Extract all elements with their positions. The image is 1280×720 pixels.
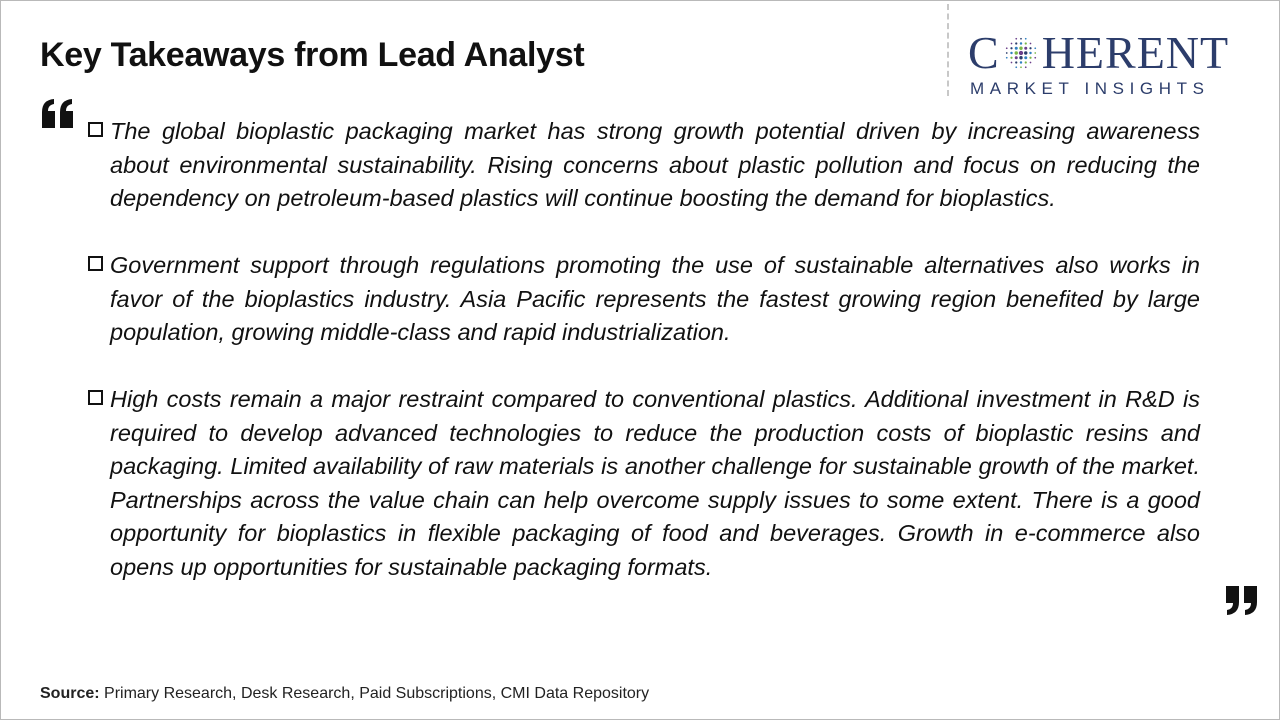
checkbox-square-icon [88,122,103,137]
takeaway-text: The global bioplastic packaging market has strong growth potential driven by increasing awareness about environmental sustainability. Rising concerns about plastic pollution and focus on reducing the dependency on petroleum-based plastics will continue boosting the demand for bioplastics. [110,118,1200,211]
globe-dot [1006,57,1008,59]
globe-dot [1029,52,1031,54]
logo-tagline: MARKET INSIGHTS [970,79,1210,98]
globe-dot [1029,47,1031,49]
globe-dot [1010,52,1012,54]
checkbox-square-icon [88,390,103,405]
checkbox-square-icon [88,256,103,271]
globe-dot [1034,57,1036,59]
globe-dot [1010,47,1012,49]
logo-letters-herent: HERENT [1041,27,1230,78]
globe-dot [1025,38,1027,40]
globe-dot [1034,47,1036,49]
globe-dot [1024,42,1026,44]
globe-dot [1024,51,1027,54]
close-quote-icon [1223,580,1259,620]
globe-dot [1010,43,1012,45]
globe-dot [1019,42,1021,44]
takeaway-item [86,115,1200,216]
takeaway-text: Government support through regulations promoting the use of sustainable alternatives also works in favor of the bioplastics industry. Asia Pacific represents the fastest growing region benefited by large population, growing middle-class and rapid industrialization. [110,252,1200,345]
takeaway-text: High costs remain a major restraint compared to conventional plastics. Additional investment in R&D is required to develop advanced technologies to reduce the production costs of bioplastic resins and packaging. Limited availability of raw materials is another challenge for sustainable growth of the market. Partnerships across the value chain can help overcome supply issues to some extent. There is a good opportunity for bioplastics in flexible packaging of food and beverages. Growth in e-commerce also opens up opportunities for sustainable packaging formats. [110,386,1200,580]
globe-dot [1010,57,1012,59]
globe-dot [1014,47,1017,50]
takeaway-item [86,383,1200,584]
globe-dot [1015,66,1017,68]
globe-dot [1019,47,1022,50]
globe-dot [1015,61,1017,63]
globe-dot [1034,52,1036,54]
takeaway-item [86,249,1200,350]
globe-dot [1014,51,1017,54]
globe-dot [1029,62,1031,64]
globe-dot [1006,47,1008,49]
globe-dot [1019,51,1023,55]
source-text: Primary Research, Desk Research, Paid Subscriptions, CMI Data Repository [99,685,650,702]
globe-dot [1029,57,1031,59]
source-label: Source: [40,685,100,702]
logo-wordmark [968,27,1260,78]
globe-dot [1015,38,1017,40]
globe-dot [1015,42,1017,44]
globe-dot [1024,61,1026,63]
globe-dot [1019,61,1021,63]
globe-dot [1019,56,1022,59]
source-note [40,685,649,703]
globe-dot [1010,62,1012,64]
logo-divider [947,4,949,96]
dotted-globe-icon [1002,34,1040,72]
globe-dot [1024,56,1027,59]
logo-letter-c: C [968,27,1000,78]
open-quote-icon [40,98,76,138]
globe-dot [1029,43,1031,45]
page-title: Key Takeaways from Lead Analyst [40,36,585,74]
globe-dot [1014,56,1017,59]
globe-dot [1020,66,1022,68]
globe-dot [1025,66,1027,68]
takeaways-list [86,115,1200,584]
globe-dot [1006,52,1008,54]
coherent-logo [968,27,1260,99]
globe-dot [1024,47,1027,50]
globe-dot [1020,38,1022,40]
